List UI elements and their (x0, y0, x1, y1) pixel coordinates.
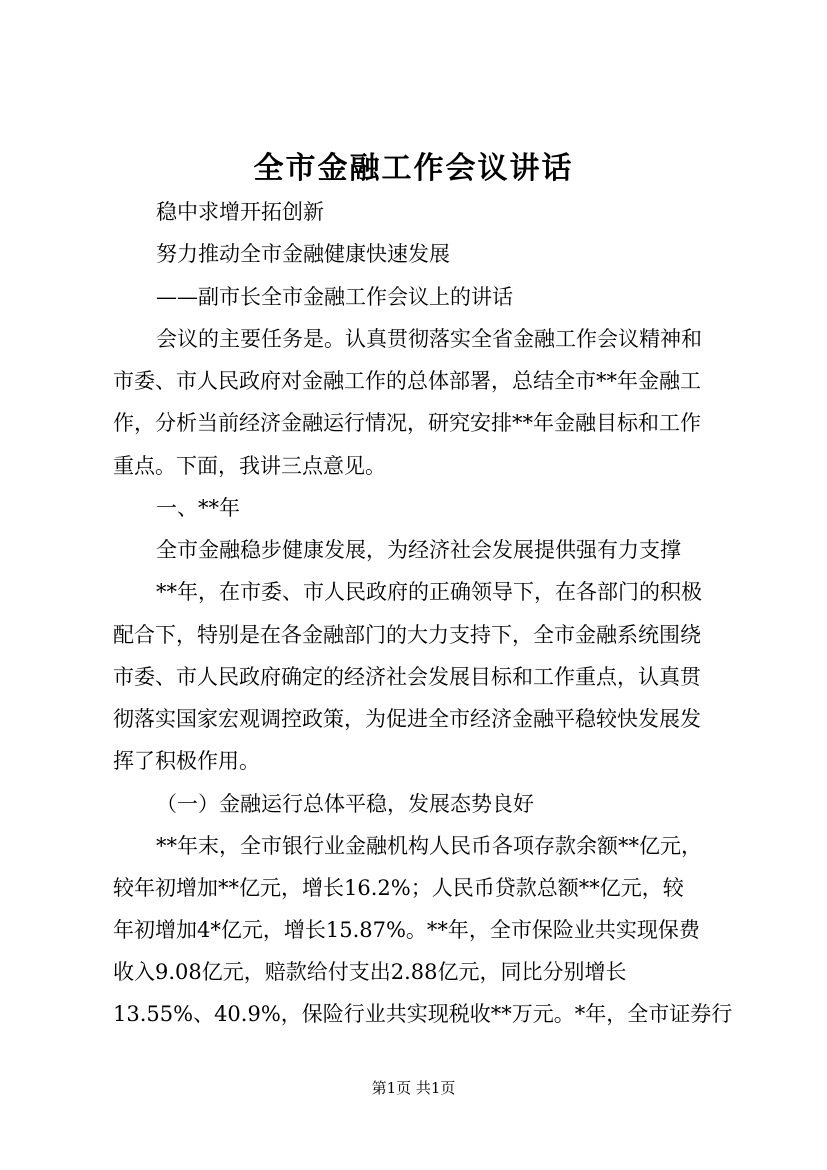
paragraph-line: 会议的主要任务是。认真贯彻落实全省金融工作会议精神和 (156, 327, 702, 351)
subtitle-line: 稳中求增开拓创新 (156, 200, 324, 224)
paragraph-line: 较年初增加**亿元，增长16.2%；人民币贷款总额**亿元，较 (113, 876, 684, 900)
paragraph-line: 年初增加4*亿元，增长15.87%。**年，全市保险业共实现保费 (113, 918, 700, 942)
section-subheading: 全市金融稳步健康发展，为经济社会发展提供强有力支撑 (156, 538, 681, 562)
speaker-line: ——副市长全市金融工作会议上的讲话 (156, 285, 513, 309)
document-title: 全市金融工作会议讲话 (253, 151, 574, 186)
paragraph-line: **年，在市委、市人民政府的正确领导下，在各部门的积极 (156, 580, 702, 604)
section-heading: 一、**年 (156, 496, 240, 520)
paragraph-line: 收入9.08亿元，赔款给付支出2.88亿元，同比分别增长 (113, 960, 627, 984)
page-footer: 第1页 共1页 (371, 1079, 456, 1097)
paragraph-line: 彻落实国家宏观调控政策，为促进全市经济金融平稳较快发展发 (113, 707, 701, 731)
paragraph-line: 13.55%、40.9%，保险行业共实现税收**万元。*年，全市证券行 (113, 1002, 733, 1026)
paragraph-line: 重点。下面，我讲三点意见。 (113, 454, 386, 478)
paragraph-line: 挥了积极作用。 (113, 749, 260, 773)
paragraph-line: **年末，全市银行业金融机构人民币各项存款余额**亿元， (156, 834, 702, 858)
paragraph-line: 作，分析当前经济金融运行情况，研究安排**年金融目标和工作 (113, 411, 701, 435)
subsection-heading: （一）金融运行总体平稳，发展态势良好 (156, 792, 534, 816)
paragraph-line: 市委、市人民政府确定的经济社会发展目标和工作重点，认真贯 (113, 665, 701, 689)
paragraph-line: 市委、市人民政府对金融工作的总体部署，总结全市**年金融工 (113, 369, 701, 393)
paragraph-line: 配合下，特别是在各金融部门的大力支持下，全市金融系统围绕 (113, 623, 701, 647)
subtitle-line: 努力推动全市金融健康快速发展 (156, 242, 450, 266)
